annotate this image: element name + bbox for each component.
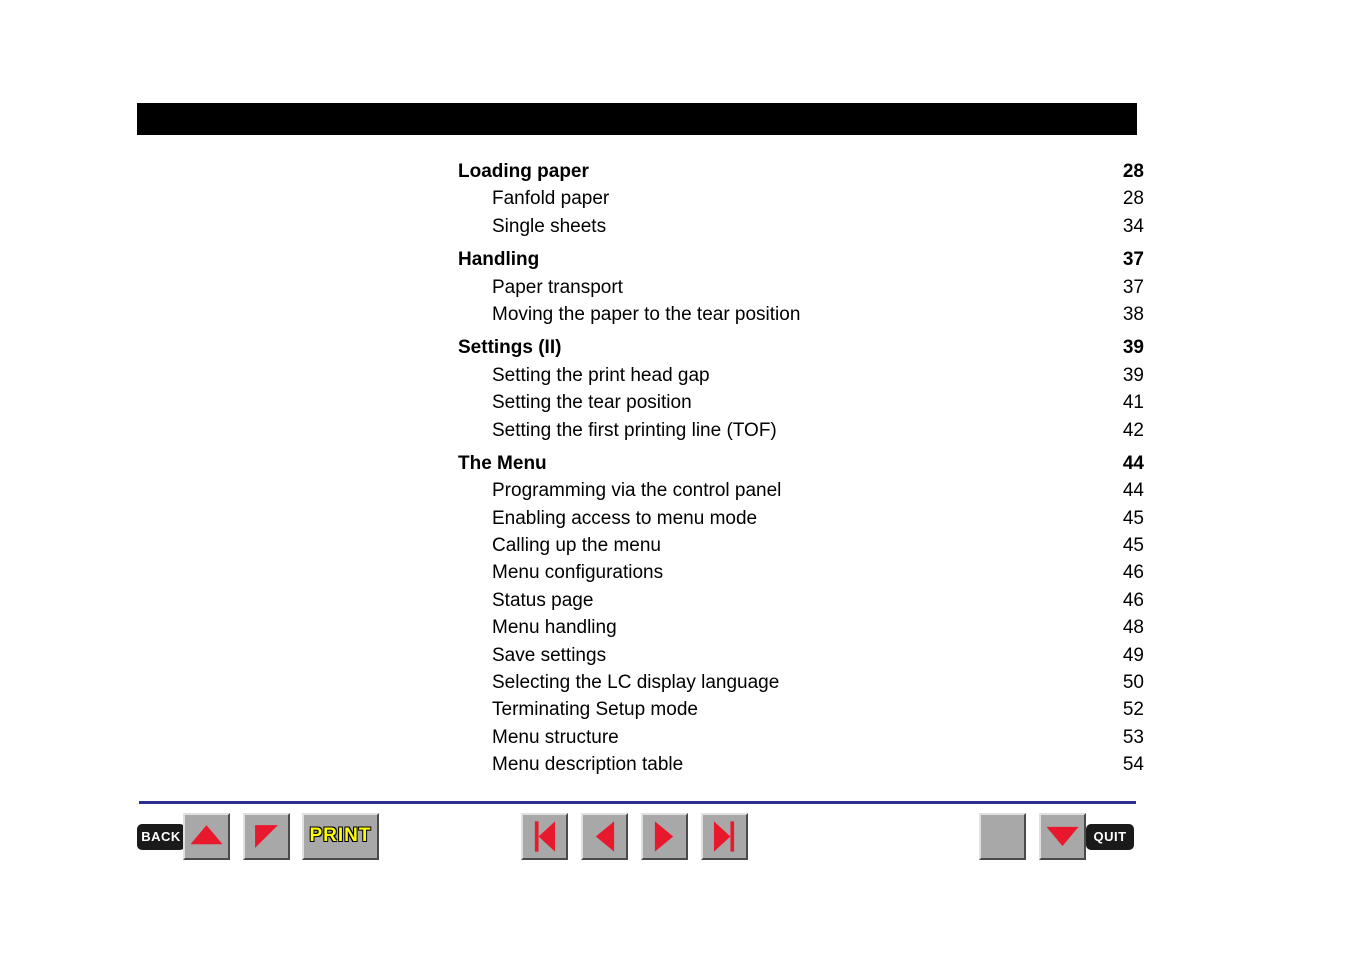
toc-entry-page: 42 [1122,419,1144,441]
toc-entry-title: Setting the tear position [492,392,692,414]
toc-entry-title: Menu structure [492,726,619,748]
toc-entry-title: Menu configurations [492,562,664,584]
toc-entry[interactable] [458,505,1144,532]
toc-heading[interactable] [458,158,1144,185]
toc-heading[interactable] [458,246,1144,273]
toc-entry-page: 54 [1122,754,1144,776]
toc-entry-page: 28 [1122,188,1144,210]
last-page-icon [703,815,746,858]
next-page-icon [643,815,686,858]
print-label: PRINT [309,825,372,846]
toc-entry-title: Setting the print head gap [492,364,710,386]
down-arrow-icon [1041,815,1084,858]
toc-section [458,334,1144,444]
toc-heading-page: 28 [1122,161,1144,182]
toc-section [458,158,1144,240]
print-button[interactable] [302,813,379,860]
toc-heading-title: Settings (II) [458,337,562,359]
toc-entry[interactable] [458,724,1144,751]
previous-page-icon [583,815,626,858]
toc-entry[interactable] [458,213,1144,240]
previous-page-button[interactable] [581,813,628,860]
toc-heading-title: Loading paper [458,161,589,182]
toc-entry-page: 44 [1122,480,1144,502]
toc-heading-page: 37 [1122,249,1144,271]
toc-heading-title: Handling [458,249,540,271]
toc-entry[interactable] [458,301,1144,328]
quit-button[interactable] [1039,813,1086,860]
toc-entry-title: Menu description table [492,754,684,776]
toc-entry[interactable] [458,696,1144,723]
toc-entry[interactable] [458,587,1144,614]
first-page-icon [523,815,566,858]
toc-entry[interactable] [458,559,1144,586]
up-arrow-icon [185,815,228,858]
toc-entry[interactable] [458,417,1144,444]
toc-entry[interactable] [458,389,1144,416]
toc-entry[interactable] [458,642,1144,669]
toc-entry-page: 50 [1122,672,1144,694]
toc-heading-page: 39 [1122,337,1144,359]
toc-entry-page: 48 [1122,617,1144,639]
quit-label[interactable]: QUIT [1086,824,1134,850]
blank-button[interactable] [979,813,1026,860]
corner-arrow-icon [245,815,288,858]
toc-entry-page: 46 [1122,562,1144,584]
toc-entry[interactable] [458,532,1144,559]
toc-entry-title: Selecting the LC display language [492,672,780,694]
toc-entry-page: 41 [1122,392,1144,414]
toc-heading-title: The Menu [458,452,547,474]
toc-entry-title: Single sheets [492,215,607,237]
back-label[interactable]: BACK [137,824,185,850]
last-page-button[interactable] [701,813,748,860]
toc-heading[interactable] [458,334,1144,361]
toc-entry[interactable] [458,185,1144,212]
toc-entry-title: Fanfold paper [492,188,610,210]
back-button[interactable] [183,813,230,860]
toc-entry-title: Status page [492,589,594,611]
toc-entry[interactable] [458,274,1144,301]
next-page-button[interactable] [641,813,688,860]
toc-entry[interactable] [458,669,1144,696]
table-of-contents [458,158,1144,785]
footer-divider [139,801,1136,804]
toc-entry-title: Enabling access to menu mode [492,507,758,529]
toc-entry-title: Paper transport [492,276,623,298]
toc-entry[interactable] [458,477,1144,504]
header-bar [137,103,1137,135]
toc-entry-title: Calling up the menu [492,535,661,557]
toc-entry-page: 46 [1122,589,1144,611]
toc-entry-page: 52 [1122,699,1144,721]
toc-entry[interactable] [458,614,1144,641]
toc-section [458,450,1144,779]
previous-view-button[interactable] [243,813,290,860]
toc-entry-page: 45 [1122,507,1144,529]
toc-entry-page: 45 [1122,535,1144,557]
toc-entry-page: 34 [1122,215,1144,237]
first-page-button[interactable] [521,813,568,860]
toc-entry-page: 38 [1122,303,1144,325]
toc-heading-page: 44 [1122,452,1144,474]
toc-entry-page: 37 [1122,276,1144,298]
toc-entry-title: Programming via the control panel [492,480,782,502]
toc-entry-page: 49 [1122,644,1144,666]
toc-entry-title: Menu handling [492,617,617,639]
toc-entry-title: Terminating Setup mode [492,699,698,721]
toc-entry[interactable] [458,751,1144,778]
toc-heading[interactable] [458,450,1144,477]
toc-entry-title: Save settings [492,644,607,666]
toc-entry-page: 39 [1122,364,1144,386]
toc-entry-page: 53 [1122,726,1144,748]
toc-entry[interactable] [458,362,1144,389]
toc-section [458,246,1144,328]
toc-entry-title: Moving the paper to the tear position [492,303,801,325]
toc-entry-title: Setting the first printing line (TOF) [492,419,777,441]
